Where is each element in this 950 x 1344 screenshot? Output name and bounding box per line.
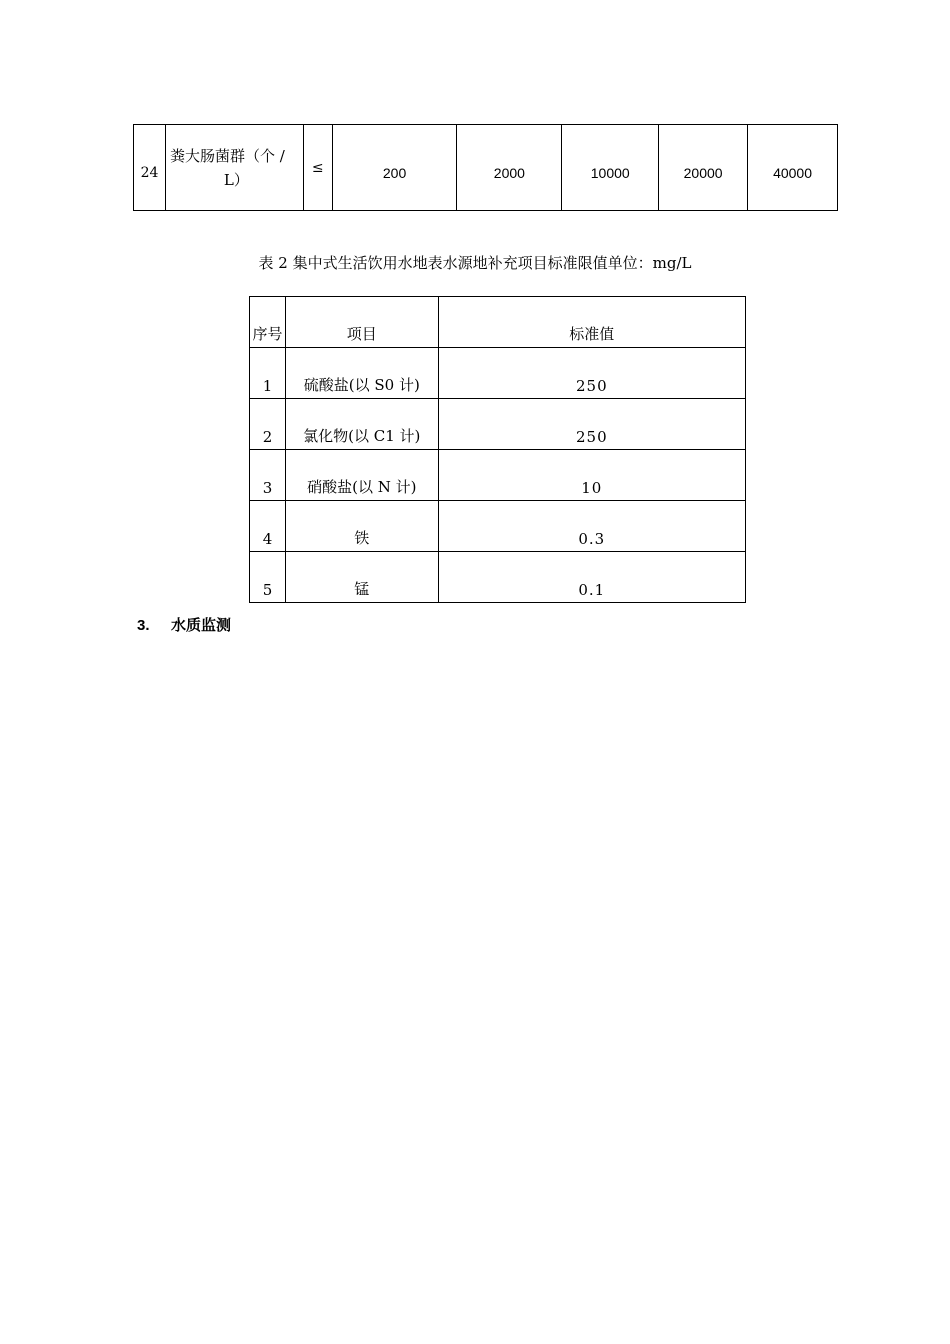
row-value: 0.3 xyxy=(438,501,745,552)
row-value: 0.1 xyxy=(438,552,745,603)
table-row xyxy=(250,450,746,501)
row-index: 5 xyxy=(250,552,286,603)
supplementary-items-table xyxy=(249,296,746,603)
value-class-5: 40000 xyxy=(748,125,838,211)
table-row xyxy=(250,399,746,450)
value-class-3: 10000 xyxy=(562,125,659,211)
row-value: 250 xyxy=(438,348,745,399)
table-row xyxy=(250,348,746,399)
row-item: 硝酸盐(以 N 计) xyxy=(285,450,438,501)
row-index: 24 xyxy=(134,125,166,211)
column-header-index: 序号 xyxy=(250,297,286,348)
value-class-2: 2000 xyxy=(457,125,562,211)
item-name-line1: 粪大肠菌群（个 / xyxy=(169,146,285,165)
column-header-value: 标准值 xyxy=(438,297,745,348)
row-item: 铁 xyxy=(285,501,438,552)
table-header-row xyxy=(250,297,746,348)
row-index: 2 xyxy=(250,399,286,450)
table-caption: 表 2 集中式生活饮用水地表水源地补充项目标准限值单位：mg/L xyxy=(258,254,692,272)
table-row xyxy=(134,125,838,211)
table-row xyxy=(250,501,746,552)
section-number: 3. xyxy=(137,617,150,634)
row-item: 硫酸盐(以 S0 计) xyxy=(285,348,438,399)
section-heading xyxy=(137,614,231,635)
table-row xyxy=(250,552,746,603)
operator-cell: ≤ xyxy=(303,125,332,211)
item-name-cell xyxy=(165,125,303,211)
row-item: 锰 xyxy=(285,552,438,603)
row-item: 氯化物(以 C1 计) xyxy=(285,399,438,450)
value-class-4: 20000 xyxy=(659,125,748,211)
column-header-item: 项目 xyxy=(285,297,438,348)
row-value: 250 xyxy=(438,399,745,450)
row-index: 1 xyxy=(250,348,286,399)
row-index: 3 xyxy=(250,450,286,501)
water-quality-standard-table-fragment xyxy=(133,124,838,211)
row-index: 4 xyxy=(250,501,286,552)
row-value: 10 xyxy=(438,450,745,501)
section-title: 水质监测 xyxy=(171,617,232,634)
item-name-line2: L） xyxy=(223,170,249,189)
value-class-1: 200 xyxy=(332,125,457,211)
